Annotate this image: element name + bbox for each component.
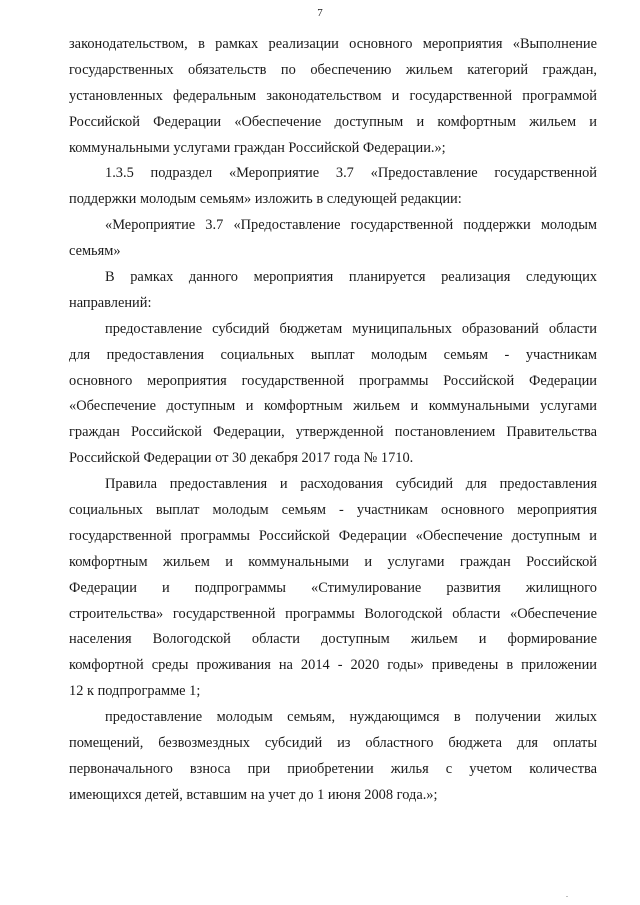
text-line: «Обеспечение доступным и комфортным жильем и коммунальными услугами <box>69 398 597 415</box>
text-line: государственных обязательств по обеспечению жильем категорий граждан, <box>69 61 597 78</box>
text-line: «Мероприятие 3.7 «Предоставление государственной поддержки молодым <box>105 217 597 234</box>
text-line: первоначального взноса при приобретении жилья с учетом количества <box>69 760 597 777</box>
text-line: для предоставления социальных выплат молодым семьям - участникам <box>69 346 597 363</box>
text-line: имеющихся детей, вставшим на учет до 1 июня 2008 года.»; <box>69 786 438 803</box>
page-number: 7 <box>317 7 323 19</box>
page-corner-mark: . <box>566 890 568 899</box>
text-line: помещений, безвозмездных субсидий из областного бюджета для оплаты <box>69 735 597 752</box>
text-line: поддержки молодым семьям» изложить в следующей редакции: <box>69 191 462 208</box>
text-line: социальных выплат молодым семьям - участникам основного мероприятия <box>69 502 597 519</box>
text-line: предоставление субсидий бюджетам муниципальных образований области <box>105 320 597 337</box>
text-line: В рамках данного мероприятия планируется реализация следующих <box>105 269 597 286</box>
document-body <box>69 32 597 809</box>
text-line: населения Вологодской области доступным жильем и формирование <box>69 631 597 648</box>
text-line: законодательством, в рамках реализации основного мероприятия «Выполнение <box>69 36 597 52</box>
text-line: направлений: <box>69 294 152 311</box>
text-line: основного мероприятия государственной программы Российской Федерации <box>69 372 597 389</box>
text-line: 1.3.5 подраздел «Мероприятие 3.7 «Предоставление государственной <box>105 165 597 182</box>
text-line: государственной программы Российской Федерации «Обеспечение доступным и <box>69 527 597 544</box>
text-line: Федерации и подпрограммы «Стимулирование развития жилищного <box>69 579 597 596</box>
text-line: комфортной среды проживания на 2014 - 2020 годы» приведены в приложении <box>69 657 597 674</box>
text-line: коммунальными услугами граждан Российской Федерации.»; <box>69 139 446 156</box>
text-line: 12 к подпрограмме 1; <box>69 683 201 700</box>
text-line: Правила предоставления и расходования субсидий для предоставления <box>105 476 597 493</box>
text-line: граждан Российской Федерации, утвержденной постановлением Правительства <box>69 424 597 441</box>
text-line: Российской Федерации от 30 декабря 2017 года № 1710. <box>69 450 414 467</box>
text-line: комфортным жильем и коммунальными и услугами граждан Российской <box>69 553 597 570</box>
text-line: семьям» <box>69 243 121 260</box>
text-line: предоставление молодым семьям, нуждающимся в получении жилых <box>105 709 597 726</box>
text-line: Российской Федерации «Обеспечение доступным и комфортным жильем и <box>69 113 597 130</box>
text-line: строительства» государственной программы Вологодской области «Обеспечение <box>69 605 597 622</box>
text-line: установленных федеральным законодательством и государственной программой <box>69 87 597 104</box>
